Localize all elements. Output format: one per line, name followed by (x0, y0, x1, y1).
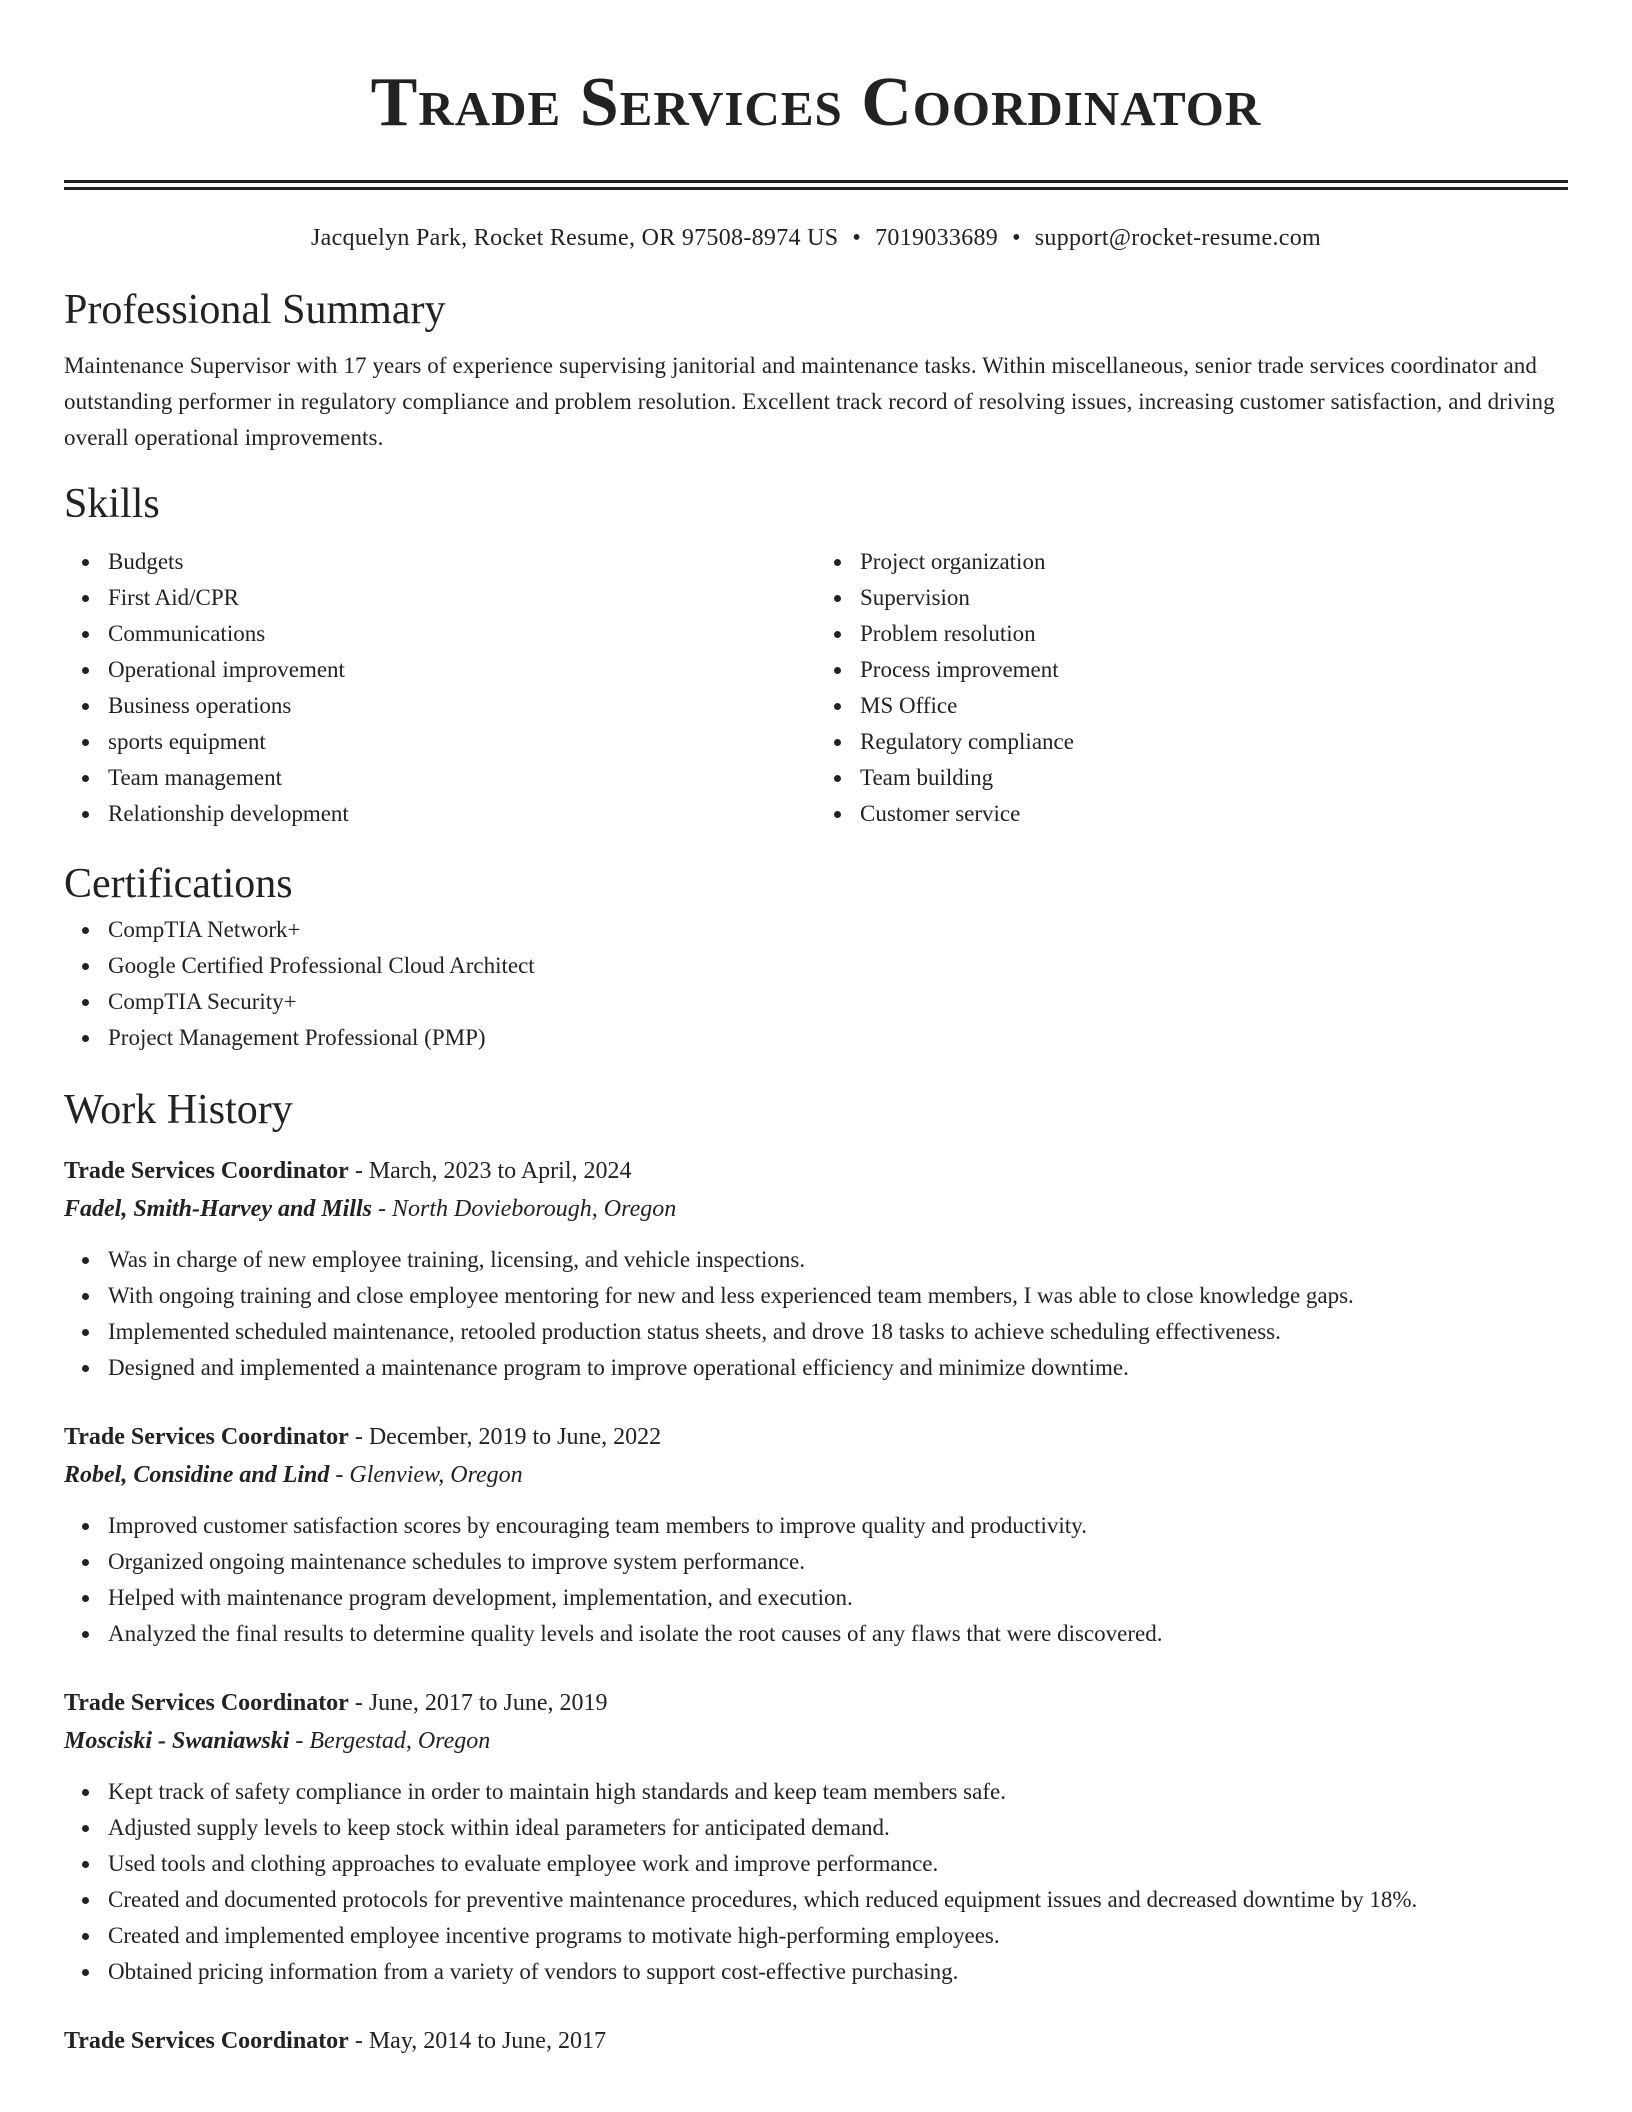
job-bullet: Created and implemented employee incentive programs to motivate high-performing employees. (108, 1918, 1568, 1954)
work-history-list (64, 1152, 1568, 2060)
job-dates: December, 2019 to June, 2022 (368, 1424, 662, 1450)
job-dates: June, 2017 to June, 2019 (368, 1690, 608, 1716)
resume-title: Trade Services Coordinator (370, 64, 1262, 141)
job-bullet: Used tools and clothing approaches to evaluate employee work and improve performance. (108, 1846, 1568, 1882)
contact-email: support@rocket-resume.com (1034, 225, 1321, 251)
job-entry (64, 1152, 1568, 1386)
skill-item: Project organization (860, 544, 1568, 580)
job-dash: - (289, 1728, 310, 1754)
contact-separator: • (1012, 225, 1021, 251)
skills-heading: Skills (64, 481, 160, 527)
job-dates: May, 2014 to June, 2017 (368, 2028, 606, 2054)
job-title-line (64, 1152, 1568, 1190)
skill-item: Supervision (860, 580, 1568, 616)
job-bullet: Obtained pricing information from a variety of vendors to support cost-effective purchasing. (108, 1954, 1568, 1990)
summary-heading: Professional Summary (64, 287, 446, 333)
skill-item: Problem resolution (860, 616, 1568, 652)
resume-page (64, 0, 1568, 2060)
job-entry (64, 2022, 1568, 2060)
job-bullet: Adjusted supply levels to keep stock within ideal parameters for anticipated demand. (108, 1810, 1568, 1846)
job-entry (64, 1418, 1568, 1652)
job-title-line (64, 1418, 1568, 1456)
skill-item: Relationship development (108, 796, 816, 832)
skill-item: Process improvement (860, 652, 1568, 688)
job-company-line (64, 1722, 1568, 1760)
job-company: Mosciski - Swaniawski (64, 1728, 290, 1754)
job-title-line (64, 1684, 1568, 1722)
certification-item: CompTIA Network+ (108, 912, 1568, 948)
skill-item: Customer service (860, 796, 1568, 832)
skill-item: Operational improvement (108, 652, 816, 688)
job-bullet: Implemented scheduled maintenance, retooled production status sheets, and drove 18 tasks to achieve scheduling effectiveness. (108, 1314, 1568, 1350)
certifications-heading: Certifications (64, 861, 293, 907)
job-bullet: Kept track of safety compliance in order to maintain high standards and keep team members safe. (108, 1774, 1568, 1810)
contact-phone: 7019033689 (875, 225, 999, 251)
contact-line (64, 222, 1568, 254)
job-company-line (64, 1190, 1568, 1228)
skill-item: Regulatory compliance (860, 724, 1568, 760)
skills-column-right (816, 544, 1568, 832)
job-role: Trade Services Coordinator (64, 1690, 349, 1716)
job-bullet: Was in charge of new employee training, licensing, and vehicle inspections. (108, 1242, 1568, 1278)
certification-item: Project Management Professional (PMP) (108, 1020, 1568, 1056)
job-bullet-list (64, 1242, 1568, 1386)
job-bullet-list (64, 1774, 1568, 1990)
skill-item: Communications (108, 616, 816, 652)
contact-address: Jacquelyn Park, Rocket Resume, OR 97508-8974 US (311, 225, 839, 251)
job-title-line (64, 2022, 1568, 2060)
job-bullet: Analyzed the final results to determine quality levels and isolate the root causes of any flaws that were discovered. (108, 1616, 1568, 1652)
job-location: North Dovieborough, Oregon (392, 1196, 677, 1222)
title-divider (64, 180, 1568, 190)
skill-item: Business operations (108, 688, 816, 724)
job-dash: - (329, 1462, 350, 1488)
work-history-heading: Work History (64, 1087, 293, 1133)
summary-text: Maintenance Supervisor with 17 years of experience supervising janitorial and maintenance tasks. Within miscellaneous, senior trade services coordinator and outstanding performer in regulatory compliance and problem resolution. Excellent track record of resolving issues, increasing customer satisfaction, and driving overall operational improvements. (64, 353, 1555, 450)
skill-item: Team building (860, 760, 1568, 796)
job-dash: - (348, 1690, 369, 1716)
job-location: Bergestad, Oregon (309, 1728, 491, 1754)
job-bullet: Designed and implemented a maintenance program to improve operational efficiency and minimize downtime. (108, 1350, 1568, 1386)
job-bullet: Created and documented protocols for preventive maintenance procedures, which reduced equipment issues and decreased downtime by 18%. (108, 1882, 1568, 1918)
skill-item: Budgets (108, 544, 816, 580)
skills-column-left (64, 544, 816, 832)
job-company-line (64, 1456, 1568, 1494)
job-bullet: Helped with maintenance program development, implementation, and execution. (108, 1580, 1568, 1616)
job-bullet: Organized ongoing maintenance schedules to improve system performance. (108, 1544, 1568, 1580)
certification-item: Google Certified Professional Cloud Architect (108, 948, 1568, 984)
skills-grid (64, 544, 1568, 832)
skill-item: MS Office (860, 688, 1568, 724)
skill-item: First Aid/CPR (108, 580, 816, 616)
job-company: Robel, Considine and Lind (64, 1462, 330, 1488)
job-company: Fadel, Smith-Harvey and Mills (64, 1196, 373, 1222)
job-bullet-list (64, 1508, 1568, 1652)
certification-item: CompTIA Security+ (108, 984, 1568, 1020)
job-dash: - (348, 1424, 369, 1450)
skill-item: Team management (108, 760, 816, 796)
job-location: Glenview, Oregon (349, 1462, 523, 1488)
job-entry (64, 1684, 1568, 1990)
job-dash: - (348, 1158, 369, 1184)
job-role: Trade Services Coordinator (64, 1158, 349, 1184)
job-dash: - (348, 2028, 369, 2054)
job-dash: - (372, 1196, 393, 1222)
certifications-list (64, 912, 1568, 1056)
job-role: Trade Services Coordinator (64, 2028, 349, 2054)
job-bullet: With ongoing training and close employee mentoring for new and less experienced team members, I was able to close knowledge gaps. (108, 1278, 1568, 1314)
job-role: Trade Services Coordinator (64, 1424, 349, 1450)
job-dates: March, 2023 to April, 2024 (368, 1158, 632, 1184)
skill-item: sports equipment (108, 724, 816, 760)
contact-separator: • (852, 225, 862, 251)
job-bullet: Improved customer satisfaction scores by encouraging team members to improve quality and productivity. (108, 1508, 1568, 1544)
